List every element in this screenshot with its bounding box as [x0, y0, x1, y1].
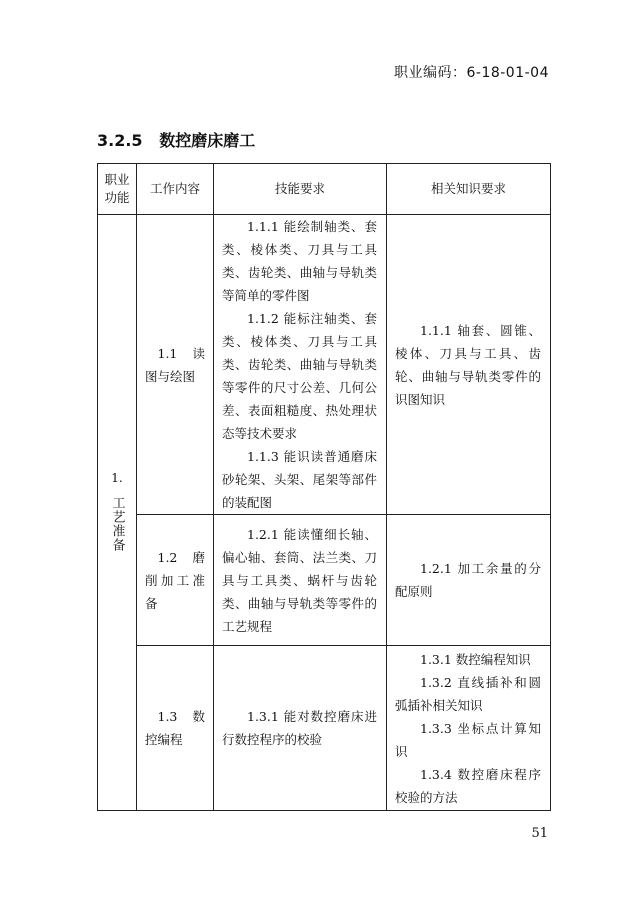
page-number: 51 [531, 826, 548, 841]
knowledge-item: 1.3.1 数控编程知识 [420, 651, 531, 667]
occupation-code: 职业编码：6-18-01-04 [393, 65, 549, 81]
work-content-label: 1.2 磨削加工准备 [145, 549, 205, 611]
knowledge-item: 1.1.1 轴套、圆锥、棱体、刀具与工具、齿轮、曲轴与导轨类零件的识图知识 [395, 322, 541, 407]
work-content-cell [137, 515, 214, 646]
knowledge-item: 1.3.3 坐标点计算知识 [395, 720, 541, 759]
skill-item: 1.3.1 能对数控磨床进行数控程序的校验 [222, 709, 377, 747]
header-function [98, 164, 137, 215]
table-header-row [98, 164, 551, 215]
table-row [98, 646, 551, 811]
skill-item: 1.1.2 能标注轴类、套类、棱体类、刀具与工具类、齿轮类、曲轴与导轨类等零件的尺寸公差、几何公差、表面粗糙度、热处理状态等技术要求 [222, 311, 377, 441]
knowledge-item: 1.3.2 直线插补和圆弧插补相关知识 [395, 674, 541, 713]
knowledge-item: 1.2.1 加工余量的分配原则 [395, 561, 541, 599]
skill-requirements-table [97, 163, 551, 811]
header-function-label: 职业功能 [104, 172, 130, 205]
work-content-label: 1.3 数控编程 [145, 709, 205, 747]
knowledge-cell [387, 215, 551, 515]
function-name: 工艺准备 [109, 495, 125, 552]
skill-cell [214, 646, 387, 811]
work-content-cell [137, 646, 214, 811]
table-row [98, 515, 551, 646]
table-row [98, 215, 551, 515]
header-skill-requirements: 技能要求 [214, 164, 387, 215]
skill-cell [214, 215, 387, 515]
skill-cell [214, 515, 387, 646]
function-cell [98, 215, 137, 811]
header-work-content: 工作内容 [137, 164, 214, 215]
section-name: 数控磨床磨工 [159, 131, 256, 150]
work-content-label: 1.1 读图与绘图 [145, 345, 205, 384]
knowledge-item: 1.3.4 数控磨床程序校验的方法 [395, 766, 541, 805]
function-number: 1. [111, 470, 123, 485]
work-content-cell [137, 215, 214, 515]
knowledge-cell [387, 515, 551, 646]
knowledge-cell [387, 646, 551, 811]
section-number: 3.2.5 [97, 131, 143, 150]
skill-item: 1.1.1 能绘制轴类、套类、棱体类、刀具与工具类、齿轮类、曲轴与导轨类等简单的零件图 [222, 219, 377, 303]
header-knowledge-requirements: 相关知识要求 [387, 164, 551, 215]
section-title [97, 128, 255, 151]
skill-item: 1.1.3 能识读普通磨床砂轮架、头架、尾架等部件的装配图 [222, 449, 377, 510]
skill-item: 1.2.1 能读懂细长轴、偏心轴、套筒、法兰类、刀具与工具类、蜗杆与齿轮类、曲轴与导轨类等零件的工艺规程 [222, 526, 377, 634]
